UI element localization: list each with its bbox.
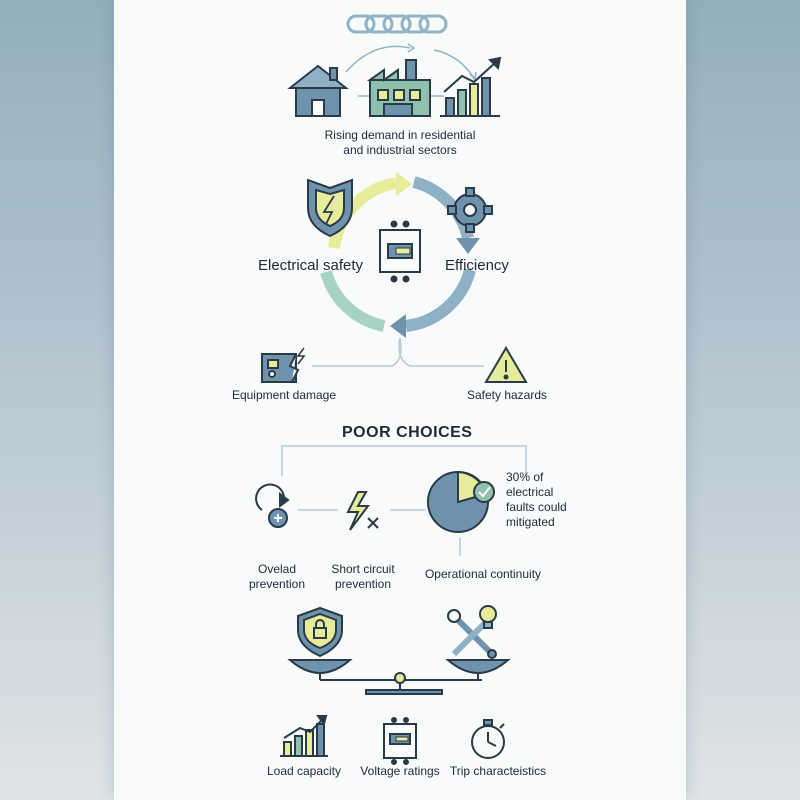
gear-icon	[448, 188, 492, 232]
load-capacity-label: Load capacity	[266, 764, 342, 778]
cycle-arrowhead	[390, 314, 406, 338]
overload-icon	[256, 485, 288, 527]
balance-scale	[290, 660, 508, 694]
check-badge-icon	[474, 482, 494, 502]
voltage-meter-icon	[384, 718, 416, 764]
efficiency-label: Efficiency	[445, 257, 509, 274]
stopwatch-icon	[472, 720, 504, 758]
demand-caption-line1: Rising demand in residential	[324, 128, 476, 142]
fault-stat-line2: electrical	[506, 485, 554, 499]
circuit-breaker-icon	[380, 222, 420, 282]
branch-lines	[312, 338, 484, 366]
pie-chart-icon	[428, 472, 488, 532]
trip-characteristics-label: Trip characteistics	[449, 764, 547, 778]
short-circuit-icon	[348, 492, 378, 530]
overload-label-line1: Ovelad	[257, 562, 297, 576]
fault-stat-line3: faults could	[506, 500, 567, 514]
electrical-safety-label: Electrical safety	[258, 257, 364, 274]
factory-icon	[370, 60, 430, 116]
house-icon	[290, 66, 346, 116]
growth-chart-icon	[440, 58, 500, 116]
short-circuit-label-line2: prevention	[334, 577, 392, 591]
safety-hazards-label: Safety hazards	[466, 388, 548, 402]
load-capacity-icon	[280, 716, 328, 756]
cycle-arrowhead	[396, 172, 412, 196]
cycle-arrowhead	[456, 238, 480, 254]
fault-stat-line4: mitigated	[506, 515, 555, 529]
demand-caption-line2: and industrial sectors	[343, 143, 457, 157]
equipment-damage-label: Equipment damage	[231, 388, 337, 402]
poor-choices-heading: POOR CHOICES	[342, 424, 473, 441]
overload-prevention-label	[232, 562, 322, 592]
infographic-sheet	[114, 0, 686, 800]
chain-icon	[348, 16, 446, 32]
warning-icon	[486, 348, 526, 382]
short-circuit-prevention-label	[318, 562, 408, 592]
equipment-damage-icon	[262, 348, 304, 382]
overload-label-line2: prevention	[248, 577, 306, 591]
voltage-ratings-label: Voltage ratings	[360, 764, 440, 778]
short-circuit-label-line1: Short circuit	[331, 562, 395, 576]
fault-stat-line1: 30% of	[506, 470, 544, 484]
infographic-graphics	[114, 0, 686, 800]
operational-continuity-label: Operational continuity	[424, 567, 542, 581]
shield-lock-icon	[298, 608, 342, 656]
demand-caption	[290, 128, 510, 158]
fault-stat-text	[506, 470, 567, 530]
